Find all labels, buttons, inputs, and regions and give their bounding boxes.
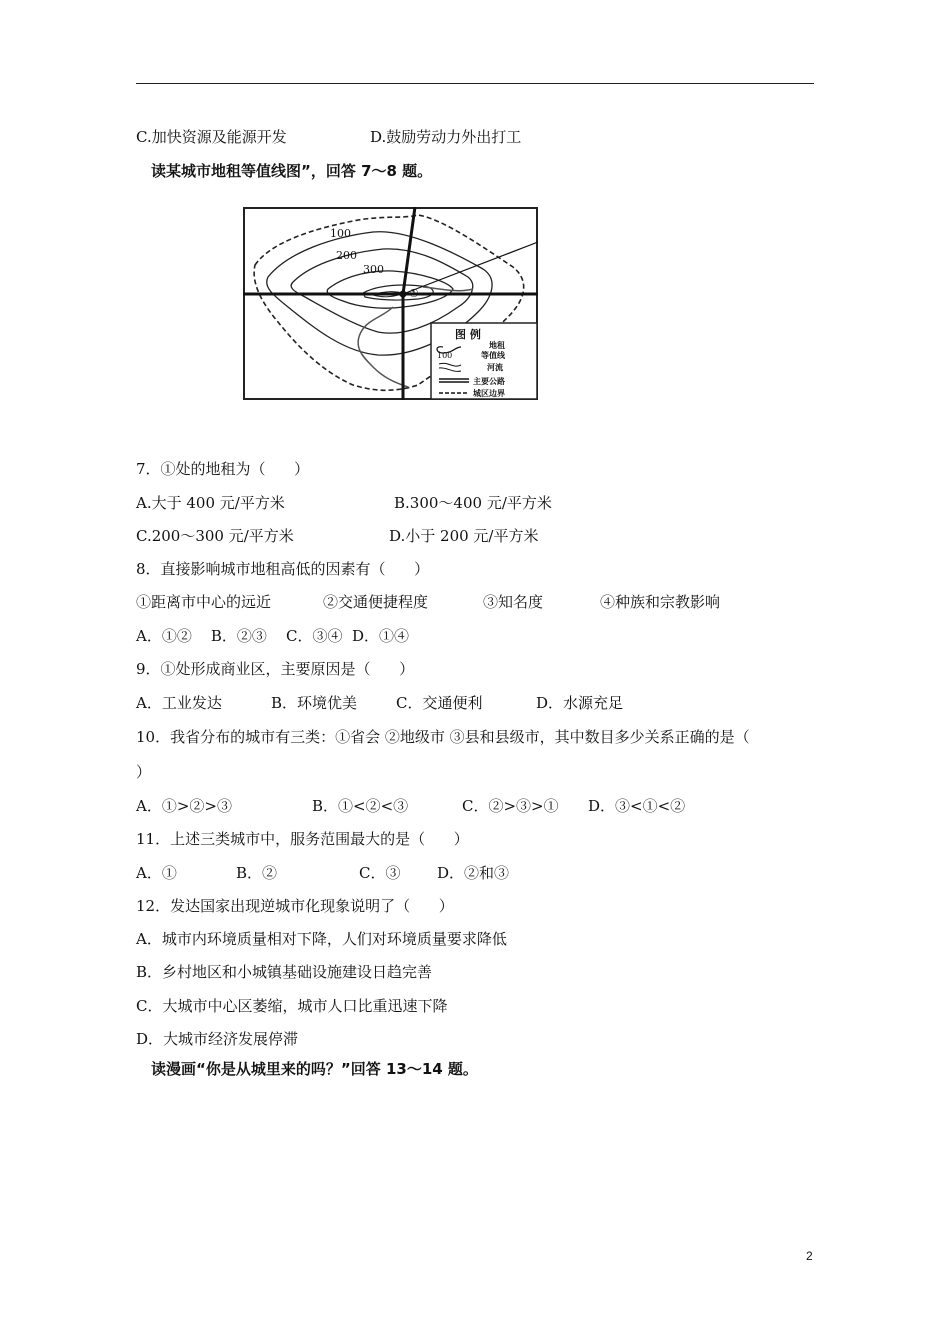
q11-option-d: D．②和③ xyxy=(437,864,510,882)
q10-stem-cont: ） xyxy=(136,763,152,781)
q11-option-b: B．② xyxy=(236,864,278,882)
q9-option-b: B．环境优美 xyxy=(271,694,358,712)
q9-stem: 9．①处形成商业区，主要原因是（ ） xyxy=(136,660,415,678)
legend-boundary-label: 城区边界 xyxy=(473,389,505,398)
q12-option-d: D．大城市经济发展停滞 xyxy=(136,1030,299,1048)
q11-stem: 11．上述三类城市中，服务范围最大的是（ ） xyxy=(136,830,469,848)
page-number: 2 xyxy=(806,1249,813,1263)
legend-river-label: 河流 xyxy=(487,363,503,372)
legend-title: 图 例 xyxy=(455,328,481,341)
legend-contour-text-line1: 地租 xyxy=(489,341,505,350)
land-rent-contour-map xyxy=(243,207,538,400)
q7-option-a: A.大于 400 元/平方米 xyxy=(136,494,285,512)
q11-option-c: C．③ xyxy=(359,864,401,882)
q8-factor-3: ③知名度 xyxy=(483,593,544,611)
q7-option-d: D.小于 200 元/平方米 xyxy=(389,527,539,545)
legend-contour-sample-label: 100 xyxy=(437,351,453,360)
q8-factor-4: ④种族和宗教影响 xyxy=(600,593,721,611)
q12-option-b: B．乡村地区和小城镇基础设施建设日趋完善 xyxy=(136,963,433,981)
city-center-dot xyxy=(400,291,407,298)
q8-factor-2: ②交通便捷程度 xyxy=(323,593,429,611)
map-intro: 读某城市地租等值线图”，回答 7～8 题。 xyxy=(151,162,433,180)
q7-stem: 7．①处的地租为（ ） xyxy=(136,460,310,478)
q10-stem: 10．我省分布的城市有三类：①省会 ②地级市 ③县和县级市，其中数目多少关系正确的是（ xyxy=(136,728,750,746)
legend-box xyxy=(431,323,537,399)
q6-option-d: D.鼓励劳动力外出打工 xyxy=(370,128,522,146)
comic-intro: 读漫画“你是从城里来的吗？”回答 13～14 题。 xyxy=(151,1060,478,1078)
q12-option-c: C．大城市中心区萎缩，城市人口比重迅速下降 xyxy=(136,997,448,1015)
legend-road-label: 主要公路 xyxy=(473,377,505,386)
legend-contour-text-line2: 等值线 xyxy=(481,351,505,360)
contour-label-200: 200 xyxy=(336,249,357,262)
q7-option-b: B.300～400 元/平方米 xyxy=(394,494,552,512)
q6-option-c: C.加快资源及能源开发 xyxy=(136,128,287,146)
q9-option-a: A．工业发达 xyxy=(136,694,222,712)
q9-option-c: C．交通便利 xyxy=(396,694,483,712)
q11-option-a: A．① xyxy=(136,864,177,882)
q12-stem: 12．发达国家出现逆城市化现象说明了（ ） xyxy=(136,897,454,915)
center-marker-1: ① xyxy=(409,287,419,300)
header-rule xyxy=(136,83,814,84)
q9-option-d: D．水源充足 xyxy=(536,694,624,712)
q8-options: A．①② B．②③ C．③④ D．①④ xyxy=(136,627,410,645)
q8-stem: 8．直接影响城市地租高低的因素有（ ） xyxy=(136,560,430,578)
q8-factor-1: ①距离市中心的远近 xyxy=(136,593,272,611)
contour-label-300: 300 xyxy=(363,263,384,276)
contour-label-100: 100 xyxy=(330,227,351,240)
q10-option-c: C．②>③>① xyxy=(462,797,559,815)
q7-option-c: C.200～300 元/平方米 xyxy=(136,527,294,545)
q10-option-b: B．①<②<③ xyxy=(312,797,409,815)
q10-option-a: A．①>②>③ xyxy=(136,797,232,815)
q12-option-a: A．城市内环境质量相对下降，人们对环境质量要求降低 xyxy=(136,930,507,948)
map-legend xyxy=(431,323,537,399)
q10-option-d: D．③<①<② xyxy=(588,797,686,815)
